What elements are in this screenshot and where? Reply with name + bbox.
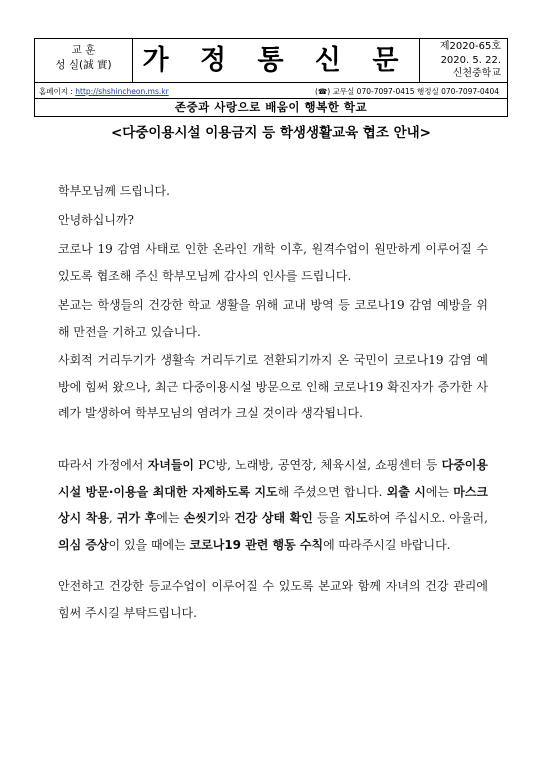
prevention-paragraph: 본교는 학생들의 건강한 학교 생활을 위해 교내 방역 등 코로나19 감염 예방을 위해 만전을 기하고 있습니다. xyxy=(58,298,488,339)
school-motto xyxy=(35,39,133,83)
issue-number: 제2020-65호 xyxy=(439,41,501,52)
request-text: 하여 주십시오. 아울러, xyxy=(367,511,488,525)
request-emphasis: 손씻기 xyxy=(183,511,219,525)
notice-heading: <다중이용시설 이용금지 등 학생생활교육 협조 안내> xyxy=(111,125,431,141)
request-paragraph xyxy=(58,452,488,558)
salutation-paragraph: 안녕하십니까? xyxy=(58,213,134,227)
request-text: PC방, 노래방, 공연장, 체육시설, 쇼핑센터 등 xyxy=(194,458,442,472)
thanks-paragraph: 코로나 19 감염 사태로 인한 온라인 개학 이후, 원격수업이 원만하게 이루어질 수 있도록 협조해 주신 학부모님께 감사의 인사를 드립니다. xyxy=(58,242,488,283)
motto-label: 교 훈 xyxy=(71,44,96,56)
school-slogan: 존중과 사랑으로 배움이 행복한 학교 xyxy=(174,100,368,114)
request-text: 이 있을 때에는 xyxy=(108,537,190,552)
request-text: , xyxy=(108,511,117,525)
request-text: 해 주셨으면 합니다. xyxy=(277,484,387,499)
contact-row xyxy=(35,83,507,99)
issue-info xyxy=(420,39,507,83)
request-emphasis: 마스크 상시 착용 xyxy=(58,484,488,525)
request-emphasis: 자녀들이 xyxy=(147,458,194,472)
greeting-paragraph: 학부모님께 드립니다. xyxy=(58,184,170,198)
letterhead-top-row xyxy=(35,39,507,83)
homepage-label: 홈페이지 : xyxy=(39,87,73,96)
school-name: 신천중학교 xyxy=(452,68,501,79)
letterhead xyxy=(34,38,508,117)
request-text: 따라서 가정에서 xyxy=(58,458,148,472)
request-emphasis: 외출 시 xyxy=(386,484,426,499)
request-emphasis: 다중이용시설 방문·이용을 최대한 자제하도록 지도 xyxy=(58,458,488,499)
request-text: 에는 xyxy=(425,484,454,499)
request-emphasis: 코로나19 관련 행동 수칙 xyxy=(189,537,324,552)
request-emphasis: 귀가 후 xyxy=(116,511,157,525)
newsletter-title: 가 정 통 신 문 xyxy=(133,39,420,83)
request-emphasis: 지도 xyxy=(344,511,368,525)
request-emphasis: 건강 상태 확인 xyxy=(234,511,313,525)
closing-paragraph: 안전하고 건강한 등교수업이 이루어질 수 있도록 본교와 함께 자녀의 건강 관리에 힘써 주시길 부탁드립니다. xyxy=(58,579,488,620)
issue-date: 2020. 5. 22. xyxy=(440,54,501,66)
homepage-link[interactable]: http://shshincheon.ms.kr xyxy=(75,87,169,96)
request-text: 와 xyxy=(218,511,235,525)
request-text: 에 따라주시길 바랍니다. xyxy=(323,537,451,552)
request-text: 등을 xyxy=(312,511,345,525)
motto-text: 성 실(誠 實) xyxy=(55,59,112,71)
request-emphasis: 의심 증상 xyxy=(58,537,109,552)
homepage xyxy=(39,86,169,97)
request-text: 에는 xyxy=(156,511,184,525)
situation-paragraph: 사회적 거리두기가 생활속 거리두기로 전환되기까지 온 국민이 코로나19 감염 예방에 힘써 왔으나, 최근 다중이용시설 방문으로 인해 코로나19 확진자가 증가한 사례가 발생하여 학부모님의 염려가 크실 것이라 생각됩니다. xyxy=(58,353,488,420)
phone-numbers: (☎) 교무실 070-7097-0415 행정실 070-7097-0404 xyxy=(314,87,499,96)
